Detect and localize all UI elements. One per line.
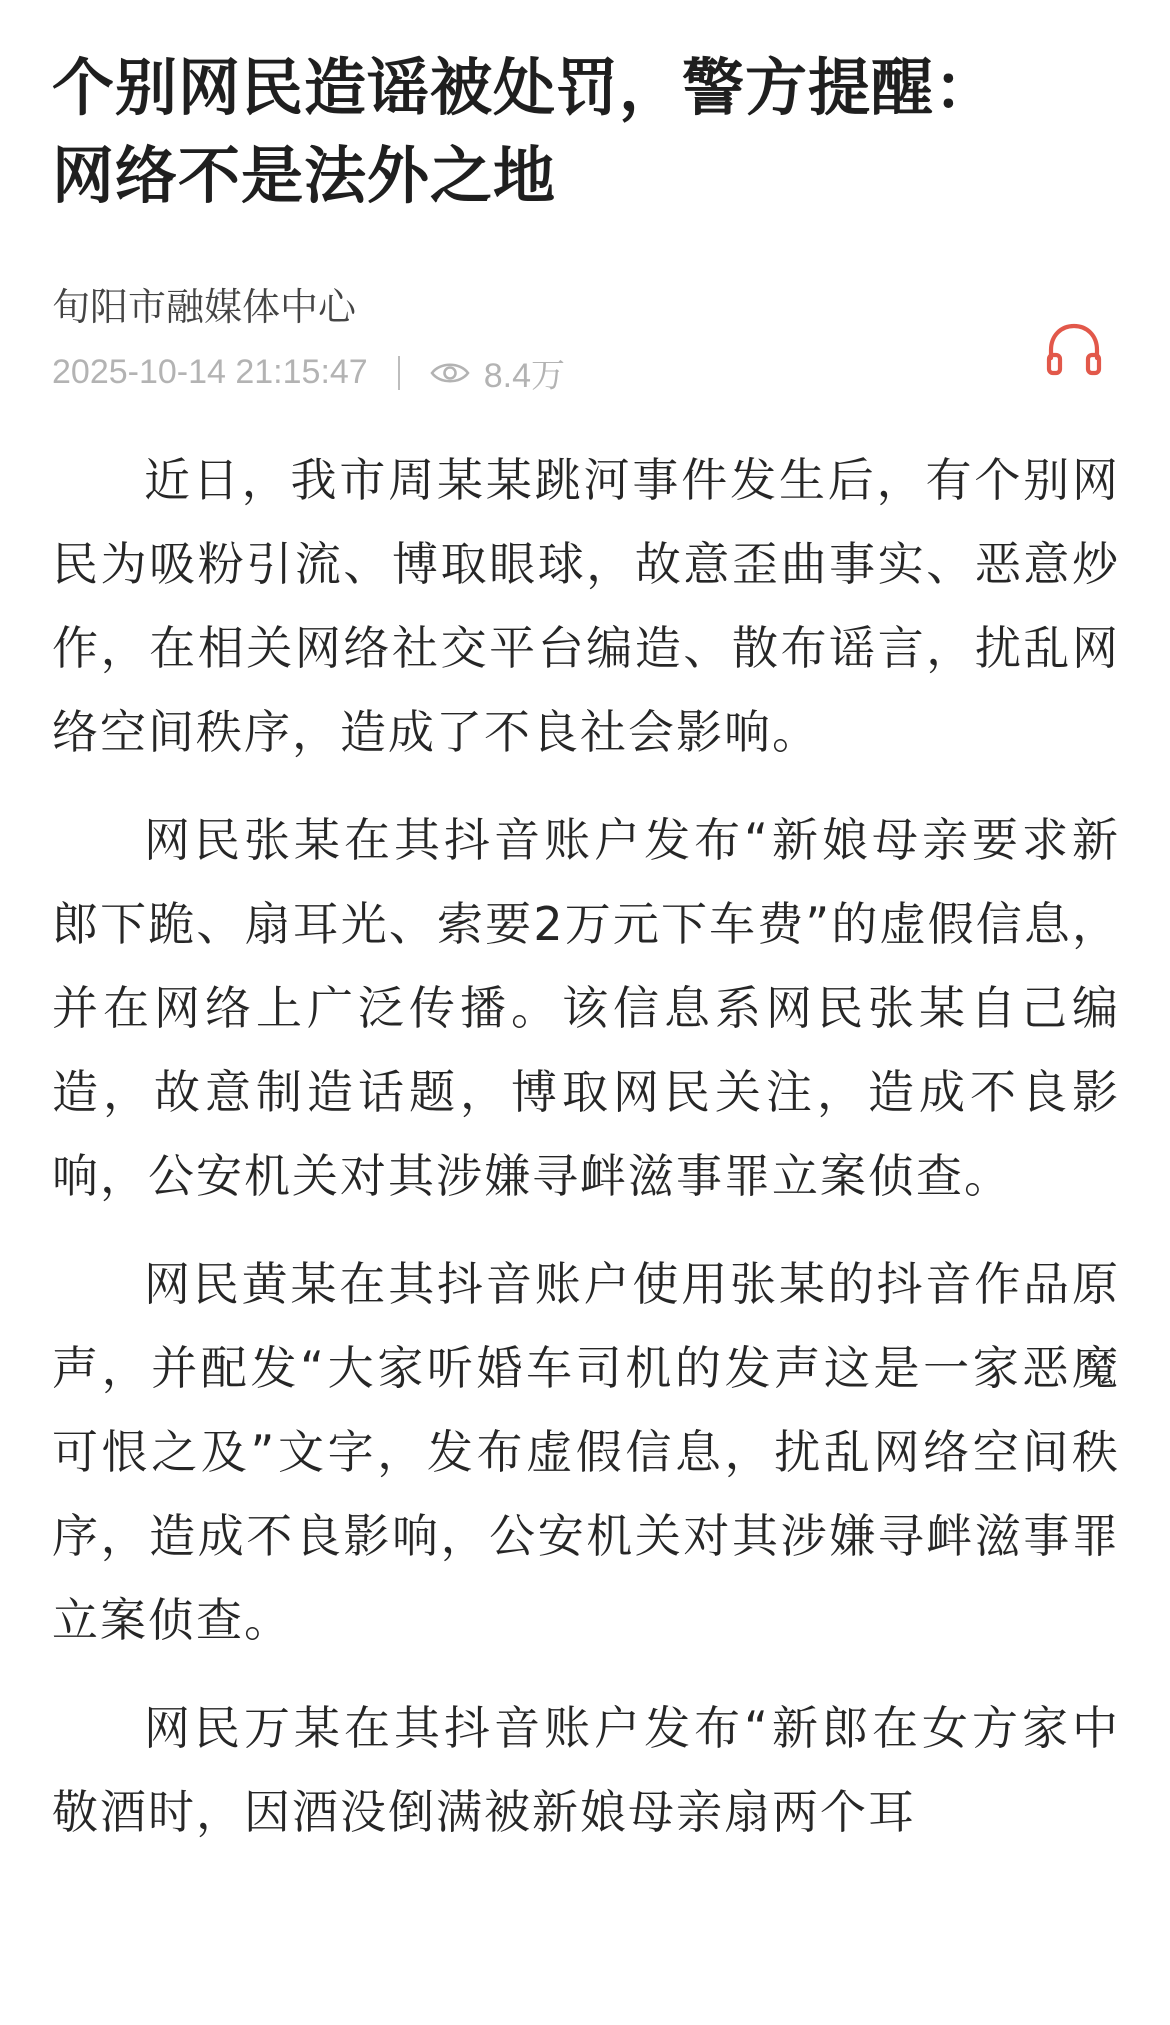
publish-datetime: 2025-10-14 21:15:47 (52, 353, 368, 391)
article-meta (52, 282, 1120, 395)
eye-icon (430, 359, 470, 387)
article-title-line-2: 网络不是法外之地 (52, 139, 557, 212)
article-meta-row (52, 348, 1120, 397)
article-title (52, 44, 1120, 220)
article-source[interactable]: 旬阳市融媒体中心 (52, 285, 357, 329)
article-paragraph: 网民黄某在其抖音账户使用张某的抖音作品原声，并配发“大家听婚车司机的发声这是一家恶魔可恨之及”文字，发布虚假信息，扰乱网络空间秩序，造成不良影响，公安机关对其涉嫌寻衅滋事罪立案侦查。 (52, 1257, 1120, 1647)
article-body (52, 438, 1120, 1854)
listen-audio-button[interactable] (1042, 318, 1106, 382)
view-count: 8.4万 (483, 357, 565, 395)
article-paragraph: 网民万某在其抖音账户发布“新郎在女方家中敬酒时，因酒没倒满被新娘母亲扇两个耳 (52, 1701, 1120, 1839)
headphones-icon (1042, 318, 1106, 382)
article-paragraph: 近日，我市周某某跳河事件发生后，有个别网民为吸粉引流、博取眼球，故意歪曲事实、恶意炒作，在相关网络社交平台编造、散布谣言，扰乱网络空间秩序，造成了不良社会影响。 (52, 453, 1120, 759)
article-title-line-1: 个别网民造谣被处罚，警方提醒： (52, 51, 998, 124)
article-paragraph: 网民张某在其抖音账户发布“新娘母亲要求新郎下跪、扇耳光、索要2万元下车费”的虚假信息，并在网络上广泛传播。该信息系网民张某自己编造，故意制造话题，博取网民关注，造成不良影响，公安机关对其涉嫌寻衅滋事罪立案侦查。 (52, 813, 1120, 1203)
meta-divider (398, 356, 400, 390)
